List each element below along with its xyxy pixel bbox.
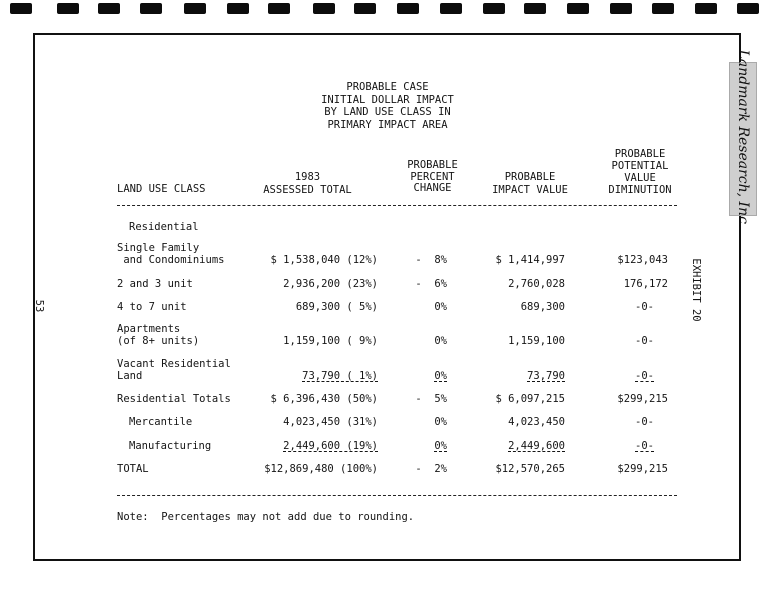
cell-percent: - 5%: [415, 393, 447, 405]
exhibit-label: EXHIBIT 20: [690, 258, 702, 322]
row-label: Mercantile: [129, 416, 193, 428]
cell-diminution: 176,172: [623, 278, 668, 290]
row-label: TOTAL: [117, 463, 149, 475]
cell-percent: 0%: [434, 301, 447, 313]
header-value-diminution: PROBABLE POTENTIAL VALUE DIMINUTION: [608, 148, 672, 196]
side-tab-label: Landmark Research, Inc.: [735, 49, 751, 229]
cell-impact: $12,570,265: [495, 463, 565, 475]
cell-assessed: 2,449,600 (19%): [283, 440, 378, 452]
row-label: 4 to 7 unit: [117, 301, 187, 313]
footnote: Note: Percentages may not add due to rounding.: [117, 511, 415, 523]
cell-percent: 0%: [434, 416, 447, 428]
footer-divider: [117, 495, 677, 496]
cell-diminution: $299,215: [617, 463, 668, 475]
cell-impact: 4,023,450: [508, 416, 565, 428]
cell-assessed: $12,869,480 (100%): [264, 463, 378, 475]
row-label: Apartments (of 8+ units): [117, 323, 200, 347]
row-label: Vacant Residential Land: [117, 358, 231, 382]
cell-diminution: -0-: [635, 301, 654, 313]
header-percent-change: PROBABLE PERCENT CHANGE: [407, 159, 458, 194]
section-label: Residential: [129, 221, 199, 233]
row-label: Residential Totals: [117, 393, 231, 405]
cell-diminution: -0-: [635, 335, 654, 347]
cell-percent: - 6%: [415, 278, 447, 290]
cell-percent: 0%: [434, 370, 447, 382]
cell-impact: 2,449,600: [508, 440, 565, 452]
page-number: 53: [33, 299, 45, 313]
header-land-use: LAND USE CLASS: [117, 183, 206, 195]
header-assessed: 1983 ASSESSED TOTAL: [263, 171, 352, 196]
cell-diminution: -0-: [635, 440, 654, 452]
document-title: PROBABLE CASE INITIAL DOLLAR IMPACT BY LAND USE CLASS IN PRIMARY IMPACT AREA: [321, 81, 454, 131]
cell-percent: 0%: [434, 440, 447, 452]
cell-assessed: $ 1,538,040 (12%): [270, 254, 378, 266]
cell-assessed: 73,790 ( 1%): [302, 370, 378, 382]
cell-percent: 0%: [434, 335, 447, 347]
cell-diminution: $123,043: [617, 254, 668, 266]
cell-impact: 73,790: [527, 370, 565, 382]
cell-diminution: -0-: [635, 416, 654, 428]
binder-holes: [0, 3, 777, 17]
header-impact-value: PROBABLE IMPACT VALUE: [492, 171, 568, 196]
cell-diminution: $299,215: [617, 393, 668, 405]
cell-diminution: -0-: [635, 370, 654, 382]
row-label: 2 and 3 unit: [117, 278, 193, 290]
cell-assessed: 689,300 ( 5%): [295, 301, 378, 313]
header-divider: [117, 205, 677, 206]
cell-assessed: $ 6,396,430 (50%): [270, 393, 378, 405]
cell-impact: 1,159,100: [508, 335, 565, 347]
cell-impact: $ 1,414,997: [495, 254, 565, 266]
cell-impact: 689,300: [520, 301, 565, 313]
row-label: Manufacturing: [129, 440, 212, 452]
cell-assessed: 1,159,100 ( 9%): [283, 335, 378, 347]
cell-assessed: 2,936,200 (23%): [283, 278, 378, 290]
cell-percent: - 8%: [415, 254, 447, 266]
cell-percent: - 2%: [415, 463, 447, 475]
cell-impact: 2,760,028: [508, 278, 565, 290]
row-label: Single Family and Condominiums: [117, 242, 225, 266]
cell-impact: $ 6,097,215: [495, 393, 565, 405]
cell-assessed: 4,023,450 (31%): [283, 416, 378, 428]
